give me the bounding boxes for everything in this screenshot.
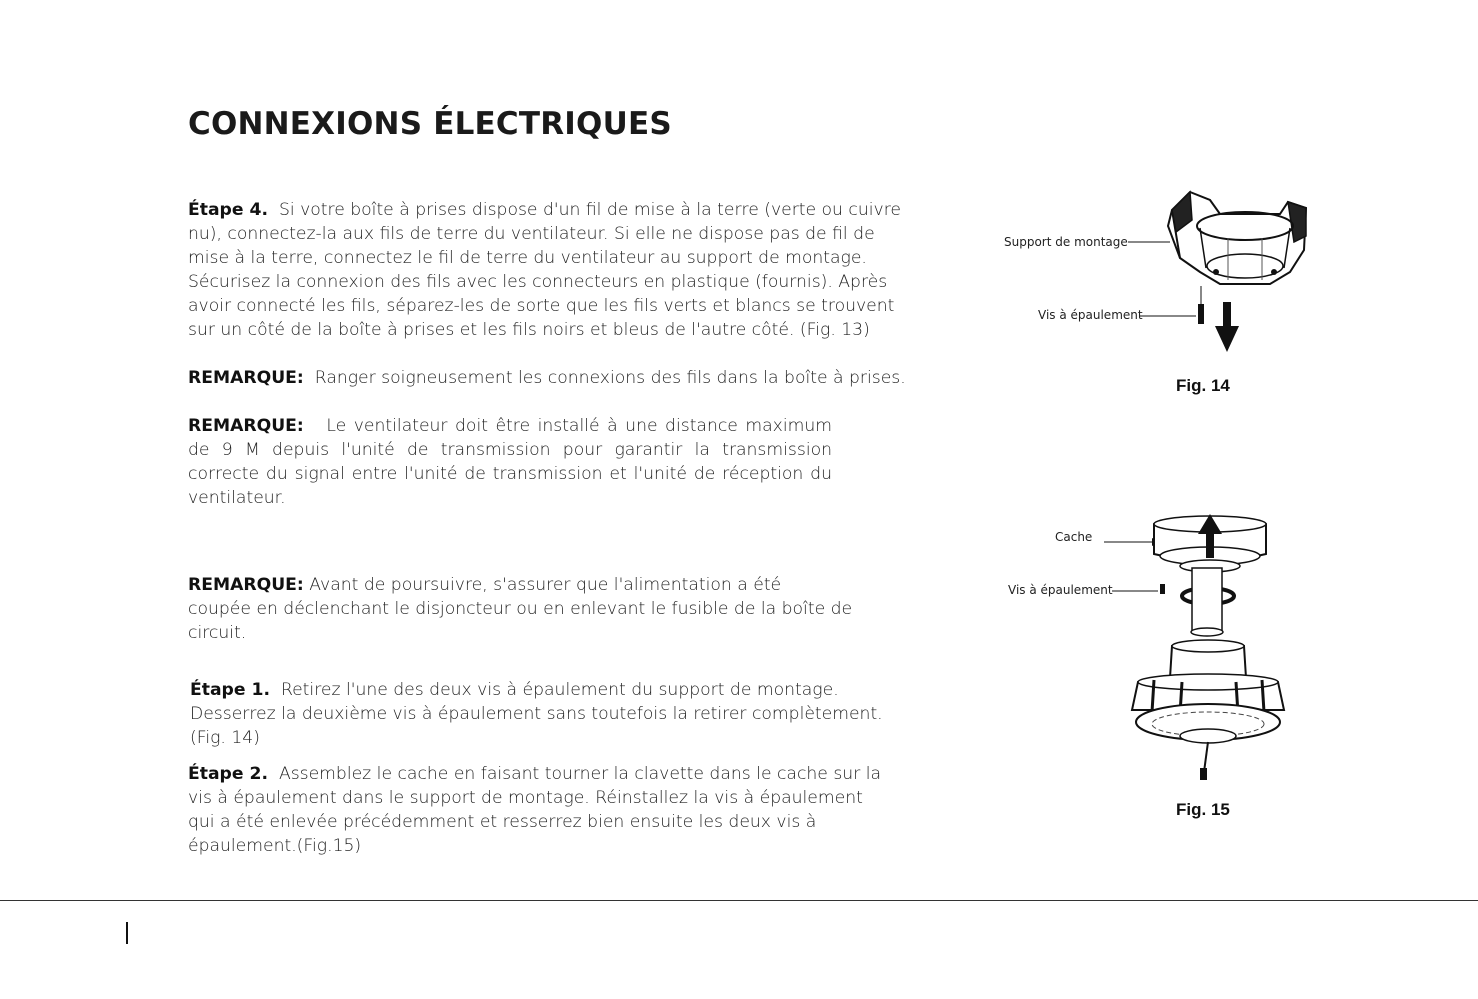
note3-label: REMARQUE: (188, 575, 304, 595)
step4-label: Étape 4. (188, 200, 268, 220)
step2-line-4: épaulement.(Fig.15) (188, 836, 362, 856)
fig15-callout-canopy: Cache (1055, 530, 1093, 544)
step4-line-3: mise à la terre, connectez le fil de terre du ventilateur au support de montage. (188, 248, 867, 268)
note3-line-2: coupée en déclenchant le disjoncteur ou en enlevant le fusible de la boîte de (188, 599, 853, 619)
fig15-canopy-assembly-illustration (1090, 510, 1400, 790)
step4-line-6: sur un côté de la boîte à prises et les fils noirs et bleus de l'autre côté. (Fig. 13) (188, 320, 870, 340)
footer-divider (0, 900, 1478, 901)
note1-label: REMARQUE: (188, 368, 304, 388)
step1-paragraph: Étape 1. Retirez l'une des deux vis à épaulement du support de montage. Desserrez la deuxième vis à épaulement sans toutefois la retirer complètement. (Fig. 14) (190, 680, 883, 748)
note3-paragraph: REMARQUE: Avant de poursuivre, s'assurer que l'alimentation a été coupée en déclenchant le disjoncteur ou en enlevant le fusible de la boîte de circuit. (188, 575, 853, 643)
note2-paragraph (188, 414, 832, 510)
step2-label: Étape 2. (188, 764, 268, 784)
note3-line-3: circuit. (188, 623, 247, 643)
step4-paragraph (188, 198, 901, 342)
fig14-callout-screw: Vis à épaulement (1038, 308, 1143, 322)
fig15-caption: Fig. 15 (1176, 800, 1230, 819)
step2-paragraph: Étape 2. Assemblez le cache en faisant tourner la clavette dans le cache sur la vis à épaulement dans le support de montage. Réinstallez la vis à épaulement qui a été enlevée précédemment et resserrez bien ensuite les deux vis à épaulement.(Fig.15) (188, 764, 882, 856)
step2-line-3: qui a été enlevée précédemment et resserrez bien ensuite les deux vis à (188, 812, 817, 832)
note2-label: REMARQUE: (188, 416, 304, 436)
step1-label: Étape 1. (190, 680, 270, 700)
step4-line-1: Étape 4. Si votre boîte à prises dispose d'un fil de mise à la terre (verte ou cuivre (188, 200, 901, 220)
note2-line-4: ventilateur. (188, 488, 286, 508)
note2-line-1: REMARQUE: Le ventilateur doit être installé à une distance maximum (188, 416, 833, 436)
step1-line-2: Desserrez la deuxième vis à épaulement sans toutefois la retirer complètement. (190, 704, 883, 724)
fig14-caption: Fig. 14 (1176, 376, 1230, 395)
note1-paragraph (188, 366, 906, 390)
step4-line-5: avoir connecté les fils, séparez-les de sorte que les fils verts et blancs se trouvent (188, 296, 895, 316)
note2-line-2: de 9 M depuis l'unité de transmission pour garantir la transmission (188, 440, 832, 460)
step1-line-3: (Fig. 14) (190, 728, 260, 748)
footer-marker (126, 922, 128, 944)
page-title: CONNEXIONS ÉLECTRIQUES (188, 106, 672, 142)
fig14-callout-bracket: Support de montage (1004, 235, 1128, 249)
step4-line-4: Sécurisez la connexion des fils avec les connecteurs en plastique (fournis). Après (188, 272, 888, 292)
note2-line-3: correcte du signal entre l'unité de transmission et l'unité de réception du (188, 464, 832, 484)
step4-line-2: nu), connectez-la aux fils de terre du ventilateur. Si elle ne dispose pas de fil de (188, 224, 875, 244)
fig15-callout-screw: Vis à épaulement (1008, 583, 1113, 597)
note1-text: Ranger soigneusement les connexions des fils dans la boîte à prises. (314, 368, 906, 388)
fig14-mounting-bracket-illustration (1110, 180, 1440, 360)
step2-line-2: vis à épaulement dans le support de montage. Réinstallez la vis à épaulement (188, 788, 863, 808)
